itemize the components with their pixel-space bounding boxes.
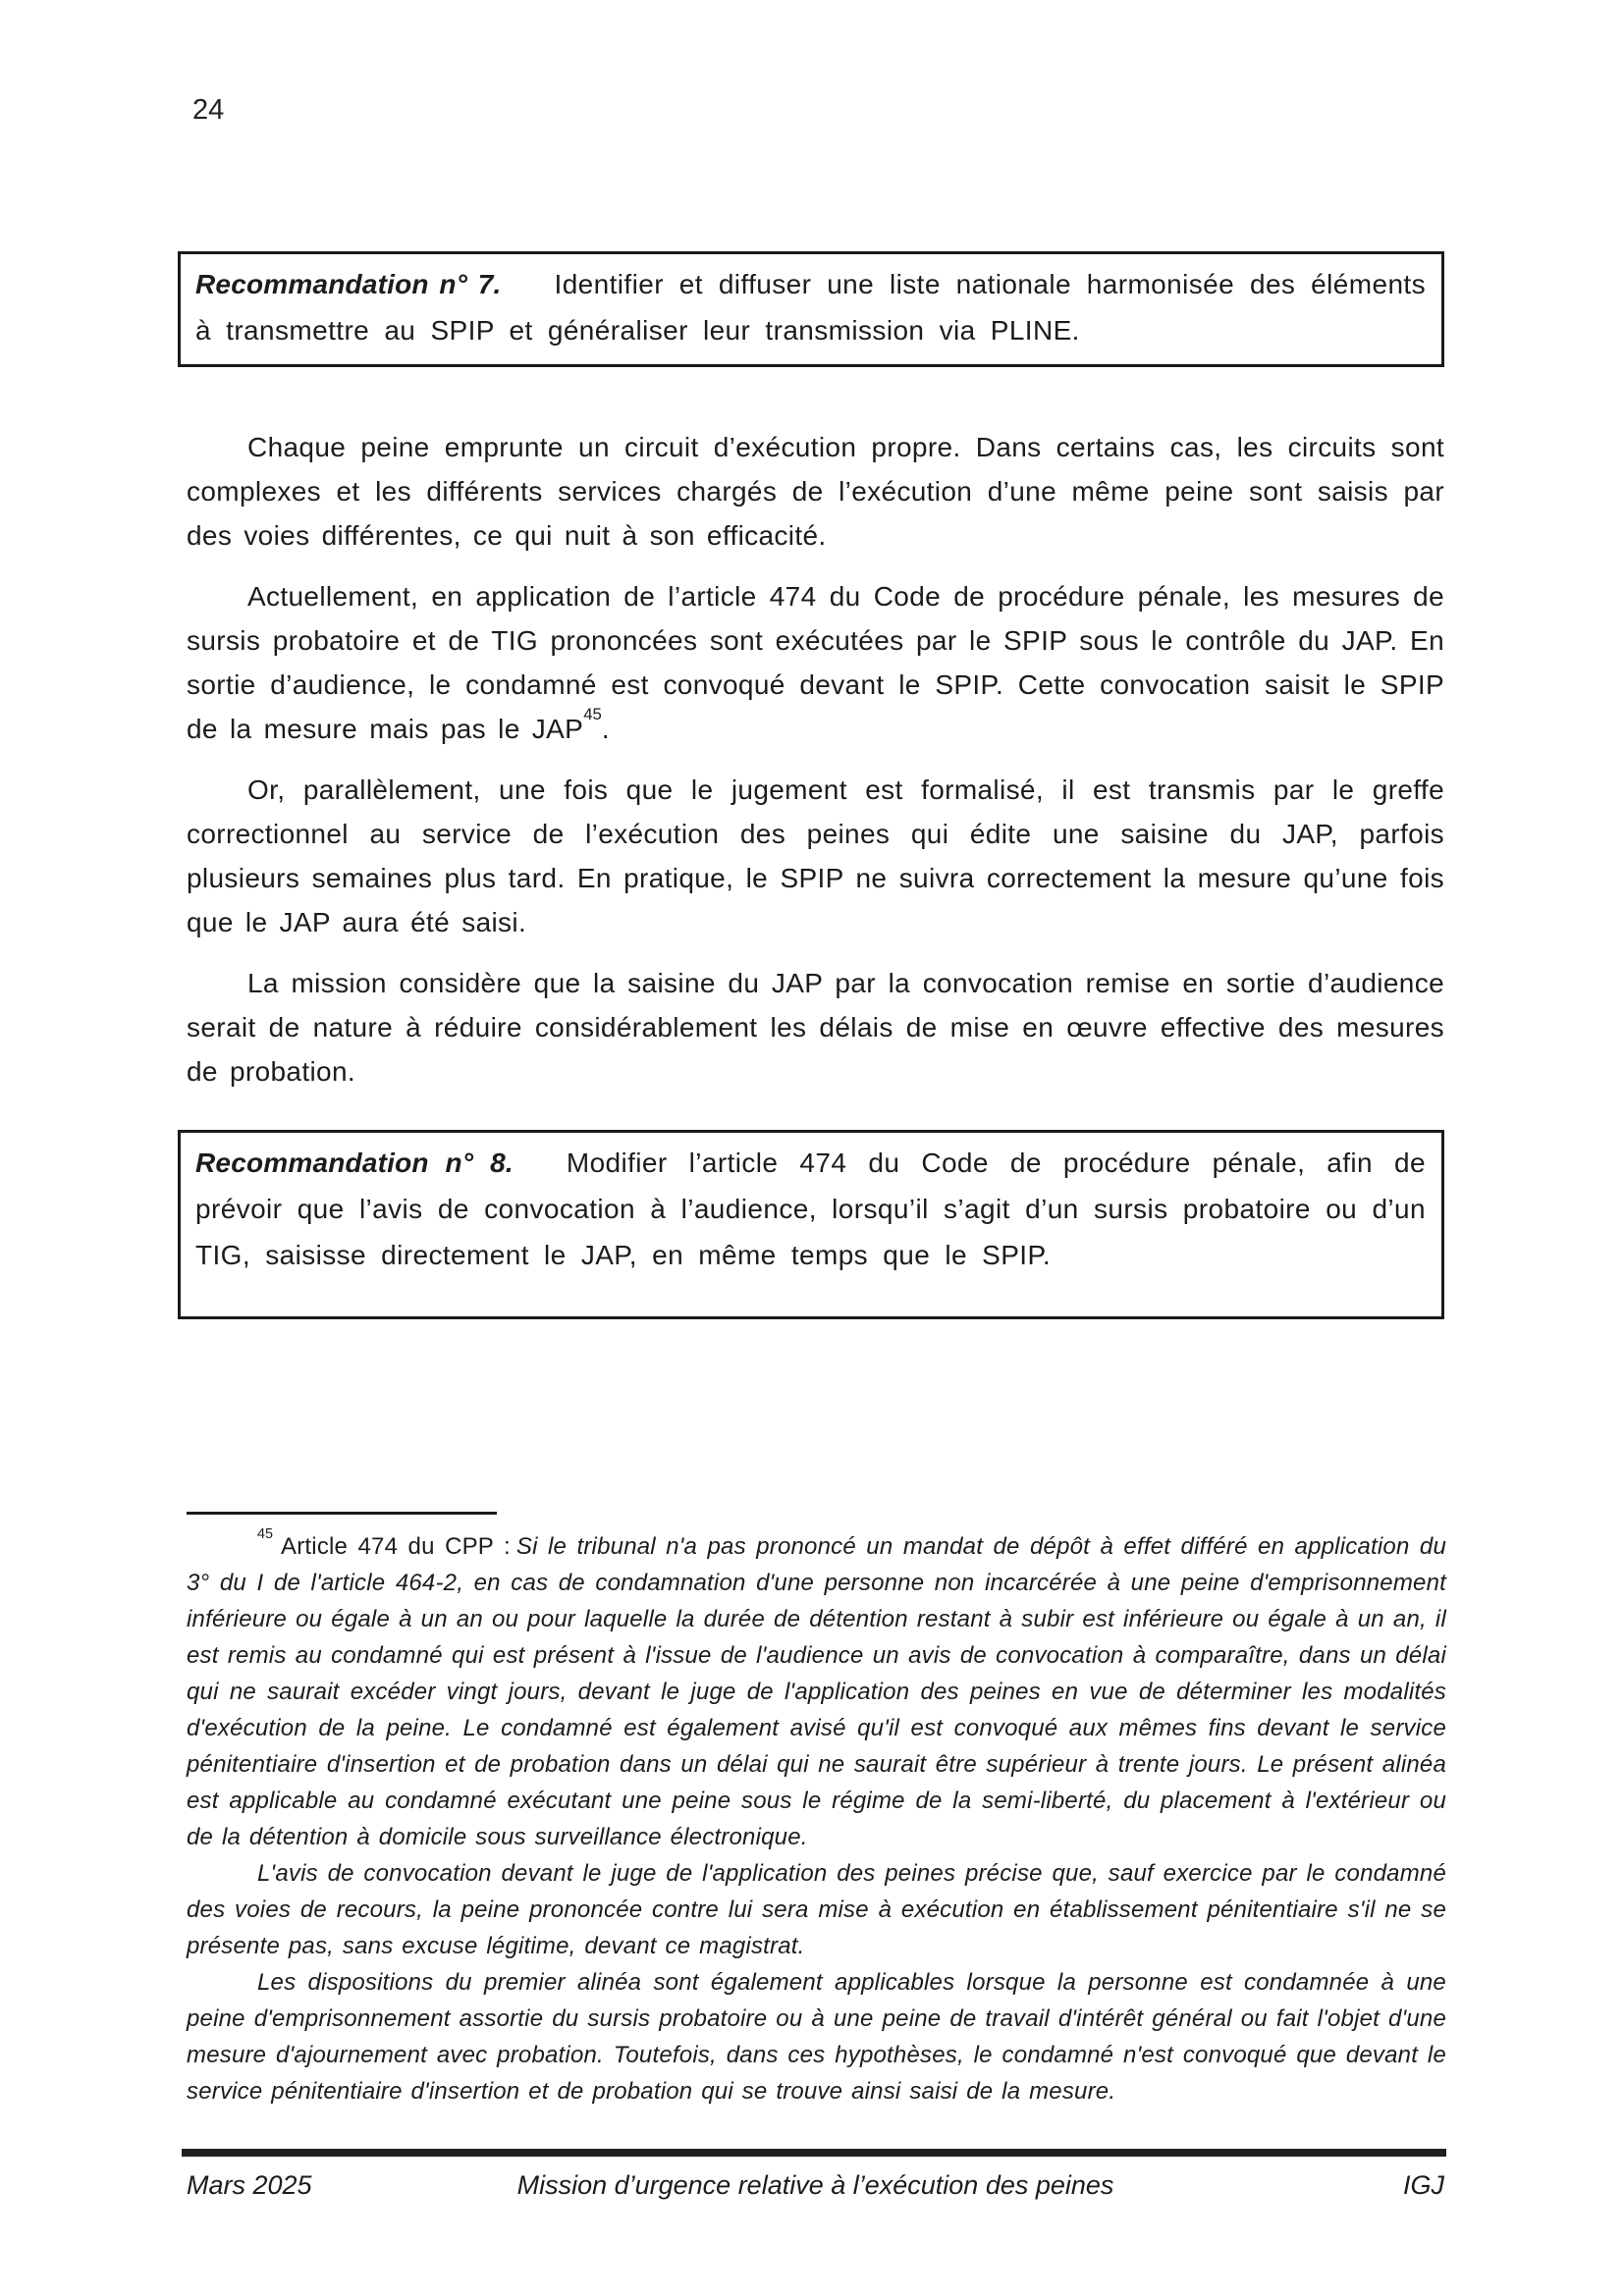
recommendation-box-7	[178, 251, 1444, 367]
footer-date: Mars 2025	[187, 2170, 312, 2200]
recommendation-box-8	[178, 1130, 1444, 1319]
body-paragraph-2-text: Actuellement, en application de l’article 474 du Code de procédure pénale, les mesures de sursis probatoire et de TIG prononcées sont exécutées par le SPIP sous le contrôle du JAP. En sortie d’audience, le condamné est convoqué devant le SPIP. Cette convocation saisit le SPIP de la mesure mais pas le JAP	[187, 581, 1444, 744]
body-paragraph-2	[187, 574, 1444, 751]
recommendation-7-label: Recommandation n° 7.	[195, 269, 502, 299]
footer-rule	[182, 2149, 1446, 2157]
footnote-45	[187, 1525, 1446, 2109]
footnote-paragraph-2: L'avis de convocation devant le juge de l'application des peines précise que, sauf exercice par le condamné des voies de recours, la peine prononcée contre lui sera mise à exécution en établissement pénitentiaire s'il ne se présente pas, sans excuse légitime, devant ce magistrat.	[187, 1860, 1446, 1959]
footnote-paragraph-1	[187, 1525, 1446, 1855]
footnote-paragraph-3: Les dispositions du premier alinéa sont également applicables lorsque la personne est condamnée à une peine d'emprisonnement assortie du sursis probatoire ou à une peine de travail d'intérêt général ou fait l'objet d'une mesure d'ajournement avec probation. Toutefois, dans ces hypothèses, le condamné n'est convoqué que devant le service pénitentiaire d'insertion et de probation qui se trouve ainsi saisi de la mesure.	[187, 1969, 1446, 2105]
footnote-separator-rule	[187, 1512, 497, 1515]
footer-institution: IGJ	[1402, 2170, 1444, 2200]
recommendation-8-label: Recommandation n° 8.	[195, 1148, 514, 1178]
body-paragraph-2-end: .	[601, 714, 610, 744]
recommendation-7-text: Identifier et diffuser une liste nationale harmonisée des éléments à transmettre au SPIP et généraliser leur transmission via PLINE.	[195, 269, 1426, 346]
footnote-reference-45: 45	[583, 705, 602, 724]
page-footer	[187, 2170, 1444, 2201]
body-paragraph-1: Chaque peine emprunte un circuit d’exécution propre. Dans certains cas, les circuits sont complexes et les différents services chargés de l’exécution d’une même peine sont saisis par des voies différentes, ce qui nuit à son efficacité.	[187, 432, 1444, 551]
body-paragraph-3: Or, parallèlement, une fois que le jugement est formalisé, il est transmis par le greffe correctionnel au service de l’exécution des peines qui édite une saisine du JAP, parfois plusieurs semaines plus tard. En pratique, le SPIP ne suivra correctement la mesure qu’une fois que le JAP aura été saisi.	[187, 774, 1444, 937]
footnote-quote-1: Si le tribunal n'a pas prononcé un mandat de dépôt à effet différé en application du 3° du I de l'article 464-2, en cas de condamnation d'une personne non incarcérée à une peine d'emprisonnement inférieure ou égale à un an ou pour laquelle la durée de détention restant à subir est inférieure ou égale à un an, il est remis au condamné qui est présent à l'issue de l'audience un avis de convocation à comparaître, dans un délai qui ne saurait excéder vingt jours, devant le juge de l'application des peines en vue de déterminer les modalités d'exécution de la peine. Le condamné est également avisé qu'il est convoqué aux mêmes fins devant le service pénitentiaire d'insertion et de probation dans un délai qui ne saurait être supérieur à trente jours. Le présent alinéa est applicable au condamné exécutant une peine sous le régime de la semi-liberté, du placement à l'extérieur ou de la détention à domicile sous surveillance électronique.	[187, 1533, 1446, 1850]
footer-report-title: Mission d’urgence relative à l’exécution des peines	[516, 2170, 1114, 2200]
page-number: 24	[192, 94, 225, 126]
body-paragraph-4: La mission considère que la saisine du JAP par la convocation remise en sortie d’audience serait de nature à réduire considérablement les délais de mise en œuvre effective des mesures de probation.	[187, 968, 1444, 1087]
footnote-number: 45	[257, 1525, 274, 1542]
recommendation-8-text: Modifier l’article 474 du Code de procédure pénale, afin de prévoir que l’avis de convocation à l’audience, lorsqu’il s’agit d’un sursis probatoire ou d’un TIG, saisisse directement le JAP, en même temps que le SPIP.	[195, 1148, 1426, 1270]
footnote-lead: Article 474 du CPP :	[281, 1533, 511, 1560]
body-text	[187, 425, 1444, 1094]
